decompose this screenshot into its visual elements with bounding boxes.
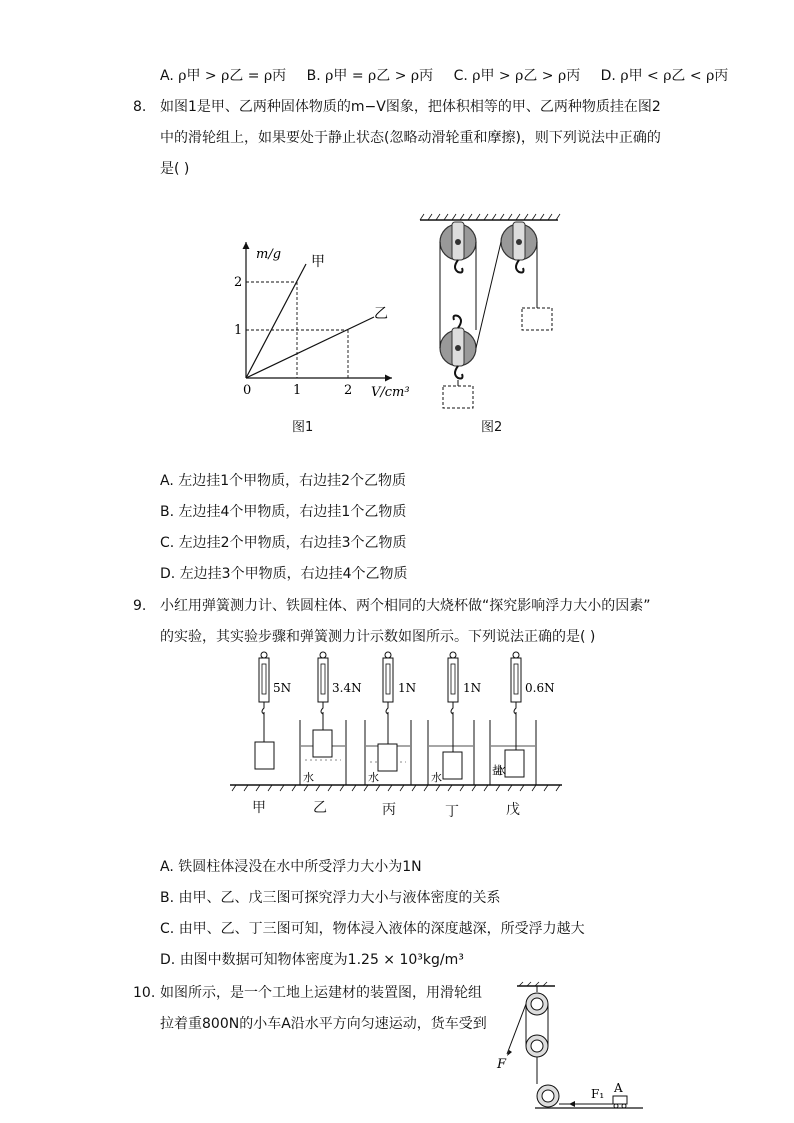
q9-stem-line-1: 小红用弹簧测力计、铁圆柱体、两个相同的大烧杯做“探究影响浮力大小的因素” [160,598,651,614]
reading-yi: 3.4N [332,681,362,695]
series-label-jia: 甲 [311,254,325,270]
origin-label: 0 [243,383,252,398]
right-weight-box [522,308,552,330]
force-label-f: F [497,1057,507,1072]
cylinder-ding [443,752,462,779]
q7-option-b[interactable]: B. ρ甲 = ρ乙 > ρ丙 [306,68,434,84]
q9-option-d[interactable]: D. 由图中数据可知物体密度为1.25 × 10³kg/m³ [160,952,464,968]
cylinder-wu [505,750,524,777]
x-tick-2: 2 [344,383,353,398]
q7-options-row [160,66,728,86]
q8-option-b[interactable]: B. 左边挂4个甲物质，右边挂1个乙物质 [160,504,407,520]
q9-caption-ding: 丁 [445,804,459,820]
q10-number: 10. [133,985,156,1001]
line-yi [246,317,374,378]
cylinder-yi [313,730,332,757]
q10-stem-line-1: 如图所示，是一个工地上运建材的装置图，用滑轮组 [160,985,482,1001]
q9-number: 9. [133,598,147,614]
x-tick-1: 1 [293,383,302,398]
cylinder-bing [378,744,397,771]
q9-stem-line-2: 的实验，其实验步骤和弹簧测力计示数如图所示。下列说法正确的是( ) [160,629,596,645]
q9-buoyancy-figure [226,650,566,820]
scale-ding [428,652,474,785]
q10-pulley-cart-figure [495,984,645,1114]
q9-option-c[interactable]: C. 由甲、乙、丁三图可知，物体浸入液体的深度越深，所受浮力越大 [160,921,585,937]
q8-figure1-caption: 图1 [292,420,314,435]
scale-jia [255,652,274,769]
q9-caption-yi: 乙 [313,800,327,816]
reading-bing: 1N [398,681,417,695]
q8-figure1-graph [226,236,410,406]
x-axis-label: V/cm³ [371,385,410,400]
cart-a [613,1096,627,1104]
left-weight-box [443,386,473,408]
reading-jia: 5N [273,681,292,695]
beaker-label-yi: 水 [303,771,314,784]
q7-option-c[interactable]: C. ρ甲 > ρ乙 > ρ丙 [453,68,581,84]
cart-label: A [614,1081,623,1095]
y-tick-2: 2 [234,275,243,290]
q9-option-a[interactable]: A. 铁圆柱体浸没在水中所受浮力大小为1N [160,859,422,875]
q8-option-c[interactable]: C. 左边挂2个甲物质，右边挂3个乙物质 [160,535,407,551]
q8-number: 8. [133,99,147,115]
y-tick-1: 1 [234,323,243,338]
beaker-label-wu: 盐水 [492,764,506,777]
q9-caption-wu: 戊 [506,802,520,818]
scale-bing [365,652,411,785]
scale-yi [300,652,346,785]
q9-caption-bing: 丙 [382,802,396,818]
q8-option-d[interactable]: D. 左边挂3个甲物质，右边挂4个乙物质 [160,566,408,582]
q9-option-b[interactable]: B. 由甲、乙、戊三图可探究浮力大小与液体密度的关系 [160,890,501,906]
q7-option-a[interactable]: A. ρ甲 > ρ乙 = ρ丙 [160,68,287,84]
q9-caption-jia: 甲 [252,800,266,816]
beaker-label-bing: 水 [368,771,379,784]
cylinder-jia [255,742,274,769]
q8-stem-line-3: 是( ) [160,161,190,177]
q8-option-a[interactable]: A. 左边挂1个甲物质，右边挂2个乙物质 [160,473,407,489]
reading-wu: 0.6N [525,681,555,695]
friction-label: F₁ [591,1087,605,1101]
reading-ding: 1N [463,681,482,695]
q8-figure2-pulley-system [418,214,568,414]
q7-option-d[interactable]: D. ρ甲 < ρ乙 < ρ丙 [600,68,729,84]
beaker-label-ding: 水 [431,771,442,784]
y-axis-label: m/g [256,247,282,262]
q8-stem-line-1: 如图1是甲、乙两种固体物质的m−V图象，把体积相等的甲、乙两种物质挂在图2 [160,99,661,115]
series-label-yi: 乙 [374,306,388,322]
q10-stem-line-2: 拉着重800N的小车A沿水平方向匀速运动，货车受到 [160,1016,487,1032]
q8-stem-line-2: 中的滑轮组上，如果要处于静止状态(忽略动滑轮重和摩擦)，则下列说法中正确的 [160,130,661,146]
q8-figure2-caption: 图2 [481,420,503,435]
line-jia [246,264,306,378]
